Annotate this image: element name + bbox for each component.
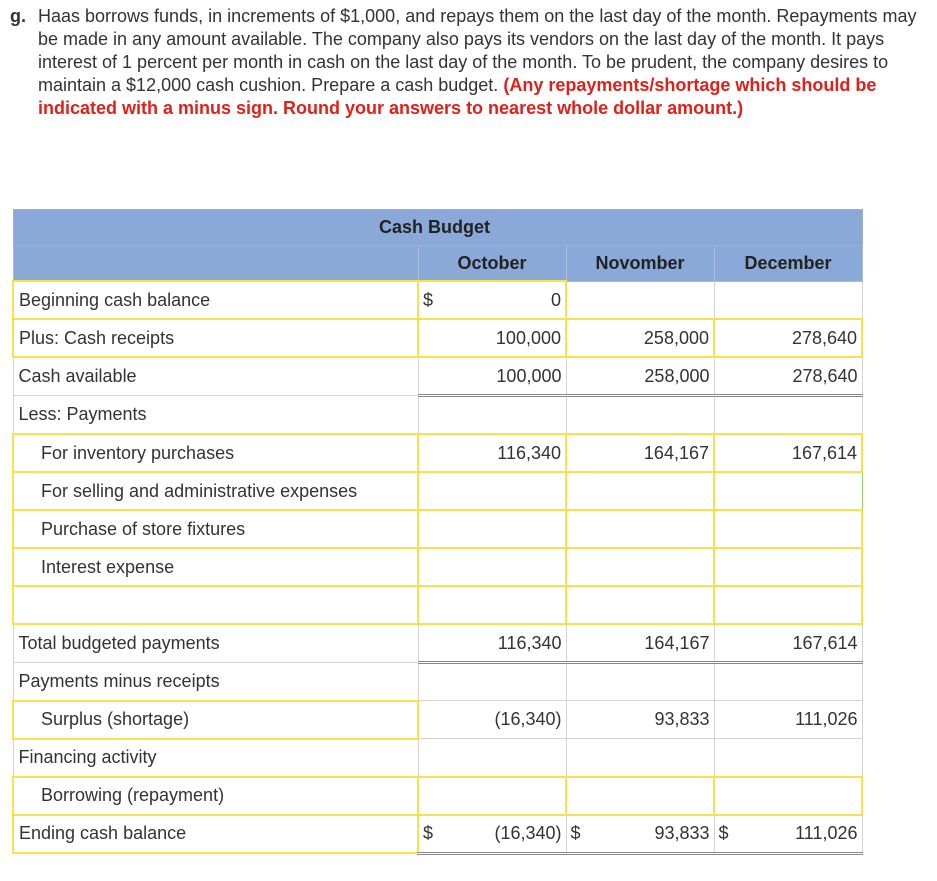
- table-row: [13, 510, 862, 548]
- cell-receipts-dec[interactable]: 278,640: [714, 319, 862, 357]
- table-row: [13, 777, 862, 815]
- cell-ending-oct: $ (16,340): [418, 815, 566, 854]
- row-label-available: Cash available: [13, 357, 418, 396]
- cell-less-dec: [714, 396, 862, 435]
- cell-total-nov: 164,167: [566, 624, 714, 663]
- column-header-december: December: [714, 246, 862, 282]
- cell-total-dec: 167,614: [714, 624, 862, 663]
- question-text: Haas borrows funds, in increments of $1,000, and repays them on the last day of the month. Repayments may be made in any amount available. The company also pays its vendors on the last day of the month. It pays interest of 1 percent per month in cash on the last day of the month. To be prudent, the company desires to maintain a $12,000 cash cushion. Prepare a cash budget.: [38, 6, 917, 95]
- table-row: [13, 281, 862, 319]
- cell-fixtures-nov[interactable]: [566, 510, 714, 548]
- cell-available-nov: 258,000: [566, 357, 714, 396]
- table-row: [13, 663, 862, 701]
- table-row: [13, 624, 862, 663]
- cell-pmr-nov: [566, 663, 714, 701]
- table-row: [13, 701, 862, 739]
- cell-borrowing-dec[interactable]: [714, 777, 862, 815]
- cell-financing-dec: [714, 739, 862, 777]
- row-label-beginning[interactable]: Beginning cash balance: [13, 281, 418, 319]
- cell-receipts-oct[interactable]: 100,000: [418, 319, 566, 357]
- table-row: [13, 357, 862, 396]
- row-label-selling[interactable]: For selling and administrative expenses: [13, 472, 418, 510]
- row-label-inventory[interactable]: For inventory purchases: [13, 434, 418, 472]
- cell-inventory-nov[interactable]: 164,167: [566, 434, 714, 472]
- cell-blank-dec[interactable]: [714, 586, 862, 624]
- cell-ending-nov: $ 93,833: [566, 815, 714, 854]
- table-title: Cash Budget: [13, 210, 862, 246]
- question: [10, 5, 930, 120]
- row-label-ending[interactable]: Ending cash balance: [13, 815, 418, 854]
- cash-budget-table: [12, 209, 863, 855]
- table-row: [13, 586, 862, 624]
- cell-beginning-nov: [566, 281, 714, 319]
- table-row: [13, 319, 862, 357]
- cell-selling-dec[interactable]: [714, 472, 862, 510]
- row-label-interest[interactable]: Interest expense: [13, 548, 418, 586]
- row-label-total-payments: Total budgeted payments: [13, 624, 418, 663]
- cell-blank-oct[interactable]: [418, 586, 566, 624]
- cell-available-oct: 100,000: [418, 357, 566, 396]
- table-row: [13, 815, 862, 854]
- cell-financing-nov: [566, 739, 714, 777]
- question-instruction: (Any repayments/shortage which should be indicated with a minus sign. Round your answers to nearest whole dollar amount.): [38, 75, 877, 118]
- cell-less-oct: [418, 396, 566, 435]
- cell-inventory-dec[interactable]: 167,614: [714, 434, 862, 472]
- cell-less-nov: [566, 396, 714, 435]
- cell-inventory-oct[interactable]: 116,340: [418, 434, 566, 472]
- cell-beginning-dec: [714, 281, 862, 319]
- cell-interest-dec[interactable]: [714, 548, 862, 586]
- cell-fixtures-dec[interactable]: [714, 510, 862, 548]
- table-row: [13, 472, 862, 510]
- cell-receipts-nov[interactable]: 258,000: [566, 319, 714, 357]
- cell-pmr-oct: [418, 663, 566, 701]
- row-label-less-payments: Less: Payments: [13, 396, 418, 435]
- row-label-fixtures[interactable]: Purchase of store fixtures: [13, 510, 418, 548]
- question-label: g.: [10, 6, 26, 26]
- table-row: [13, 739, 862, 777]
- table-row: [13, 396, 862, 435]
- row-label-receipts[interactable]: Plus: Cash receipts: [13, 319, 418, 357]
- cell-surplus-nov: 93,833: [566, 701, 714, 739]
- table-row: [13, 548, 862, 586]
- cell-selling-oct[interactable]: [418, 472, 566, 510]
- cell-borrowing-oct[interactable]: [418, 777, 566, 815]
- cell-ending-dec: $ 111,026: [714, 815, 862, 854]
- cell-borrowing-nov[interactable]: [566, 777, 714, 815]
- row-label-pmr: Payments minus receipts: [13, 663, 418, 701]
- row-label-surplus[interactable]: Surplus (shortage): [13, 701, 418, 739]
- row-label-financing: Financing activity: [13, 739, 418, 777]
- cell-interest-oct[interactable]: [418, 548, 566, 586]
- cell-surplus-oct: (16,340): [418, 701, 566, 739]
- cell-available-dec: 278,640: [714, 357, 862, 396]
- cell-financing-oct: [418, 739, 566, 777]
- column-header-november: Novomber: [566, 246, 714, 282]
- cell-total-oct: 116,340: [418, 624, 566, 663]
- cell-fixtures-oct[interactable]: [418, 510, 566, 548]
- header-blank: [13, 246, 418, 282]
- cell-selling-nov[interactable]: [566, 472, 714, 510]
- cell-surplus-dec: 111,026: [714, 701, 862, 739]
- row-label-borrowing[interactable]: Borrowing (repayment): [13, 777, 418, 815]
- cell-pmr-dec: [714, 663, 862, 701]
- cell-interest-nov[interactable]: [566, 548, 714, 586]
- cell-beginning-oct[interactable]: $ 0: [418, 281, 566, 319]
- cell-blank-nov[interactable]: [566, 586, 714, 624]
- column-header-october: October: [418, 246, 566, 282]
- table-row: [13, 434, 862, 472]
- row-label-blank[interactable]: [13, 586, 418, 624]
